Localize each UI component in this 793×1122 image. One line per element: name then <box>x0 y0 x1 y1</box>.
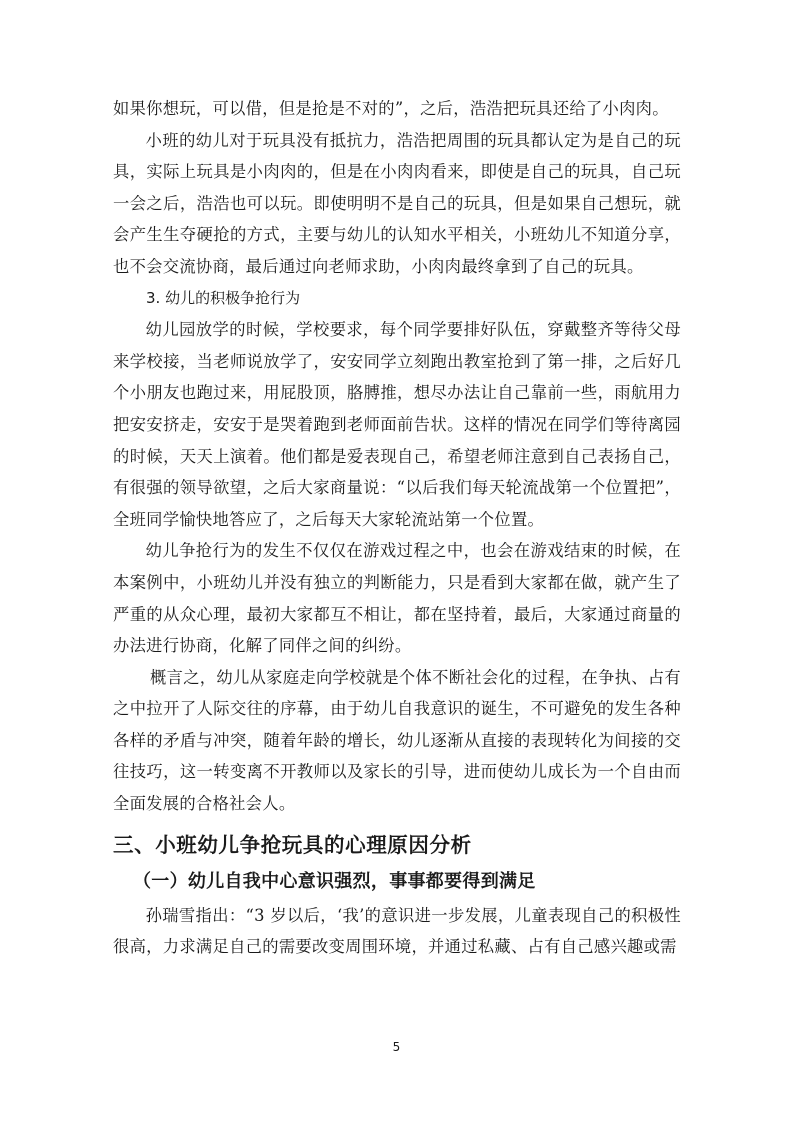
subsection-heading: （一）幼儿自我中心意识强烈，事事都要得到满足 <box>133 870 536 892</box>
paragraph-quote: 孙瑞雪指出：“3 岁以后，‘我’的意识进一步发展，儿童表现自己的积极性很高，力求满足自己的需要改变周围环境，并通过私藏、占有自己感兴趣或需 <box>113 905 681 957</box>
page-number: 5 <box>392 1040 401 1054</box>
paragraph-case-3: 幼儿园放学的时候，学校要求，每个同学要排好队伍，穿戴整齐等待父母来学校接，当老师说放学了，安安同学立刻跑出教室抢到了第一排，之后好几个小朋友也跑过来，用屁股顶，胳膊推，想尽办法让自己靠前一些，雨航用力把安安挤走，安安于是哭着跑到老师面前告状。这样的情况在同学们等待离园的时候，天天上演着。他们都是爱表现自己，希望老师注意到自己表扬自己，有很强的领导欲望，之后大家商量说：“以后我们每天轮流战第一个位置把”，全班同学愉快地答应了，之后每天大家轮流站第一个位置。 <box>113 320 681 529</box>
paragraph-continued: 如果你想玩，可以借，但是抢是不对的”，之后，浩浩把玩具还给了小肉肉。 <box>113 99 669 118</box>
document-body <box>113 93 681 963</box>
paragraph-analysis-2: 小班的幼儿对于玩具没有抵抗力，浩浩把周围的玩具都认定为是自己的玩具，实际上玩具是小肉肉的，但是在小肉肉看来，即使是自己的玩具，自己玩一会之后，浩浩也可以玩。即使明明不是自己的玩具，但是如果自己想玩，就会产生生夺硬抢的方式，主要与幼儿的认知水平相关，小班幼儿不知道分享，也不会交流协商，最后通过向老师求助，小肉肉最终拿到了自己的玩具。 <box>113 130 681 276</box>
case-subheading-3: 3. 幼儿的积极争抢行为 <box>146 288 301 307</box>
section-heading: 三、小班幼儿争抢玩具的心理原因分析 <box>113 832 472 857</box>
paragraph-summary: 概言之，幼儿从家庭走向学校就是个体不断社会化的过程，在争执、占有之中拉开了人际交往的序幕，由于幼儿自我意识的诞生，不可避免的发生各种各样的矛盾与冲突，随着年龄的增长，幼儿逐渐从直接的表现转化为间接的交往技巧，这一转变离不开教师以及家长的引导，进而使幼儿成长为一个自由而全面发展的合格社会人。 <box>113 667 681 814</box>
paragraph-analysis-3: 幼儿争抢行为的发生不仅仅在游戏过程之中，也会在游戏结束的时候，在本案例中，小班幼儿并没有独立的判断能力，只是看到大家都在做，就产生了严重的从众心理，最初大家都互不相让，都在坚持着，最后，大家通过商量的办法进行协商，化解了同伴之间的纠纷。 <box>113 541 681 656</box>
